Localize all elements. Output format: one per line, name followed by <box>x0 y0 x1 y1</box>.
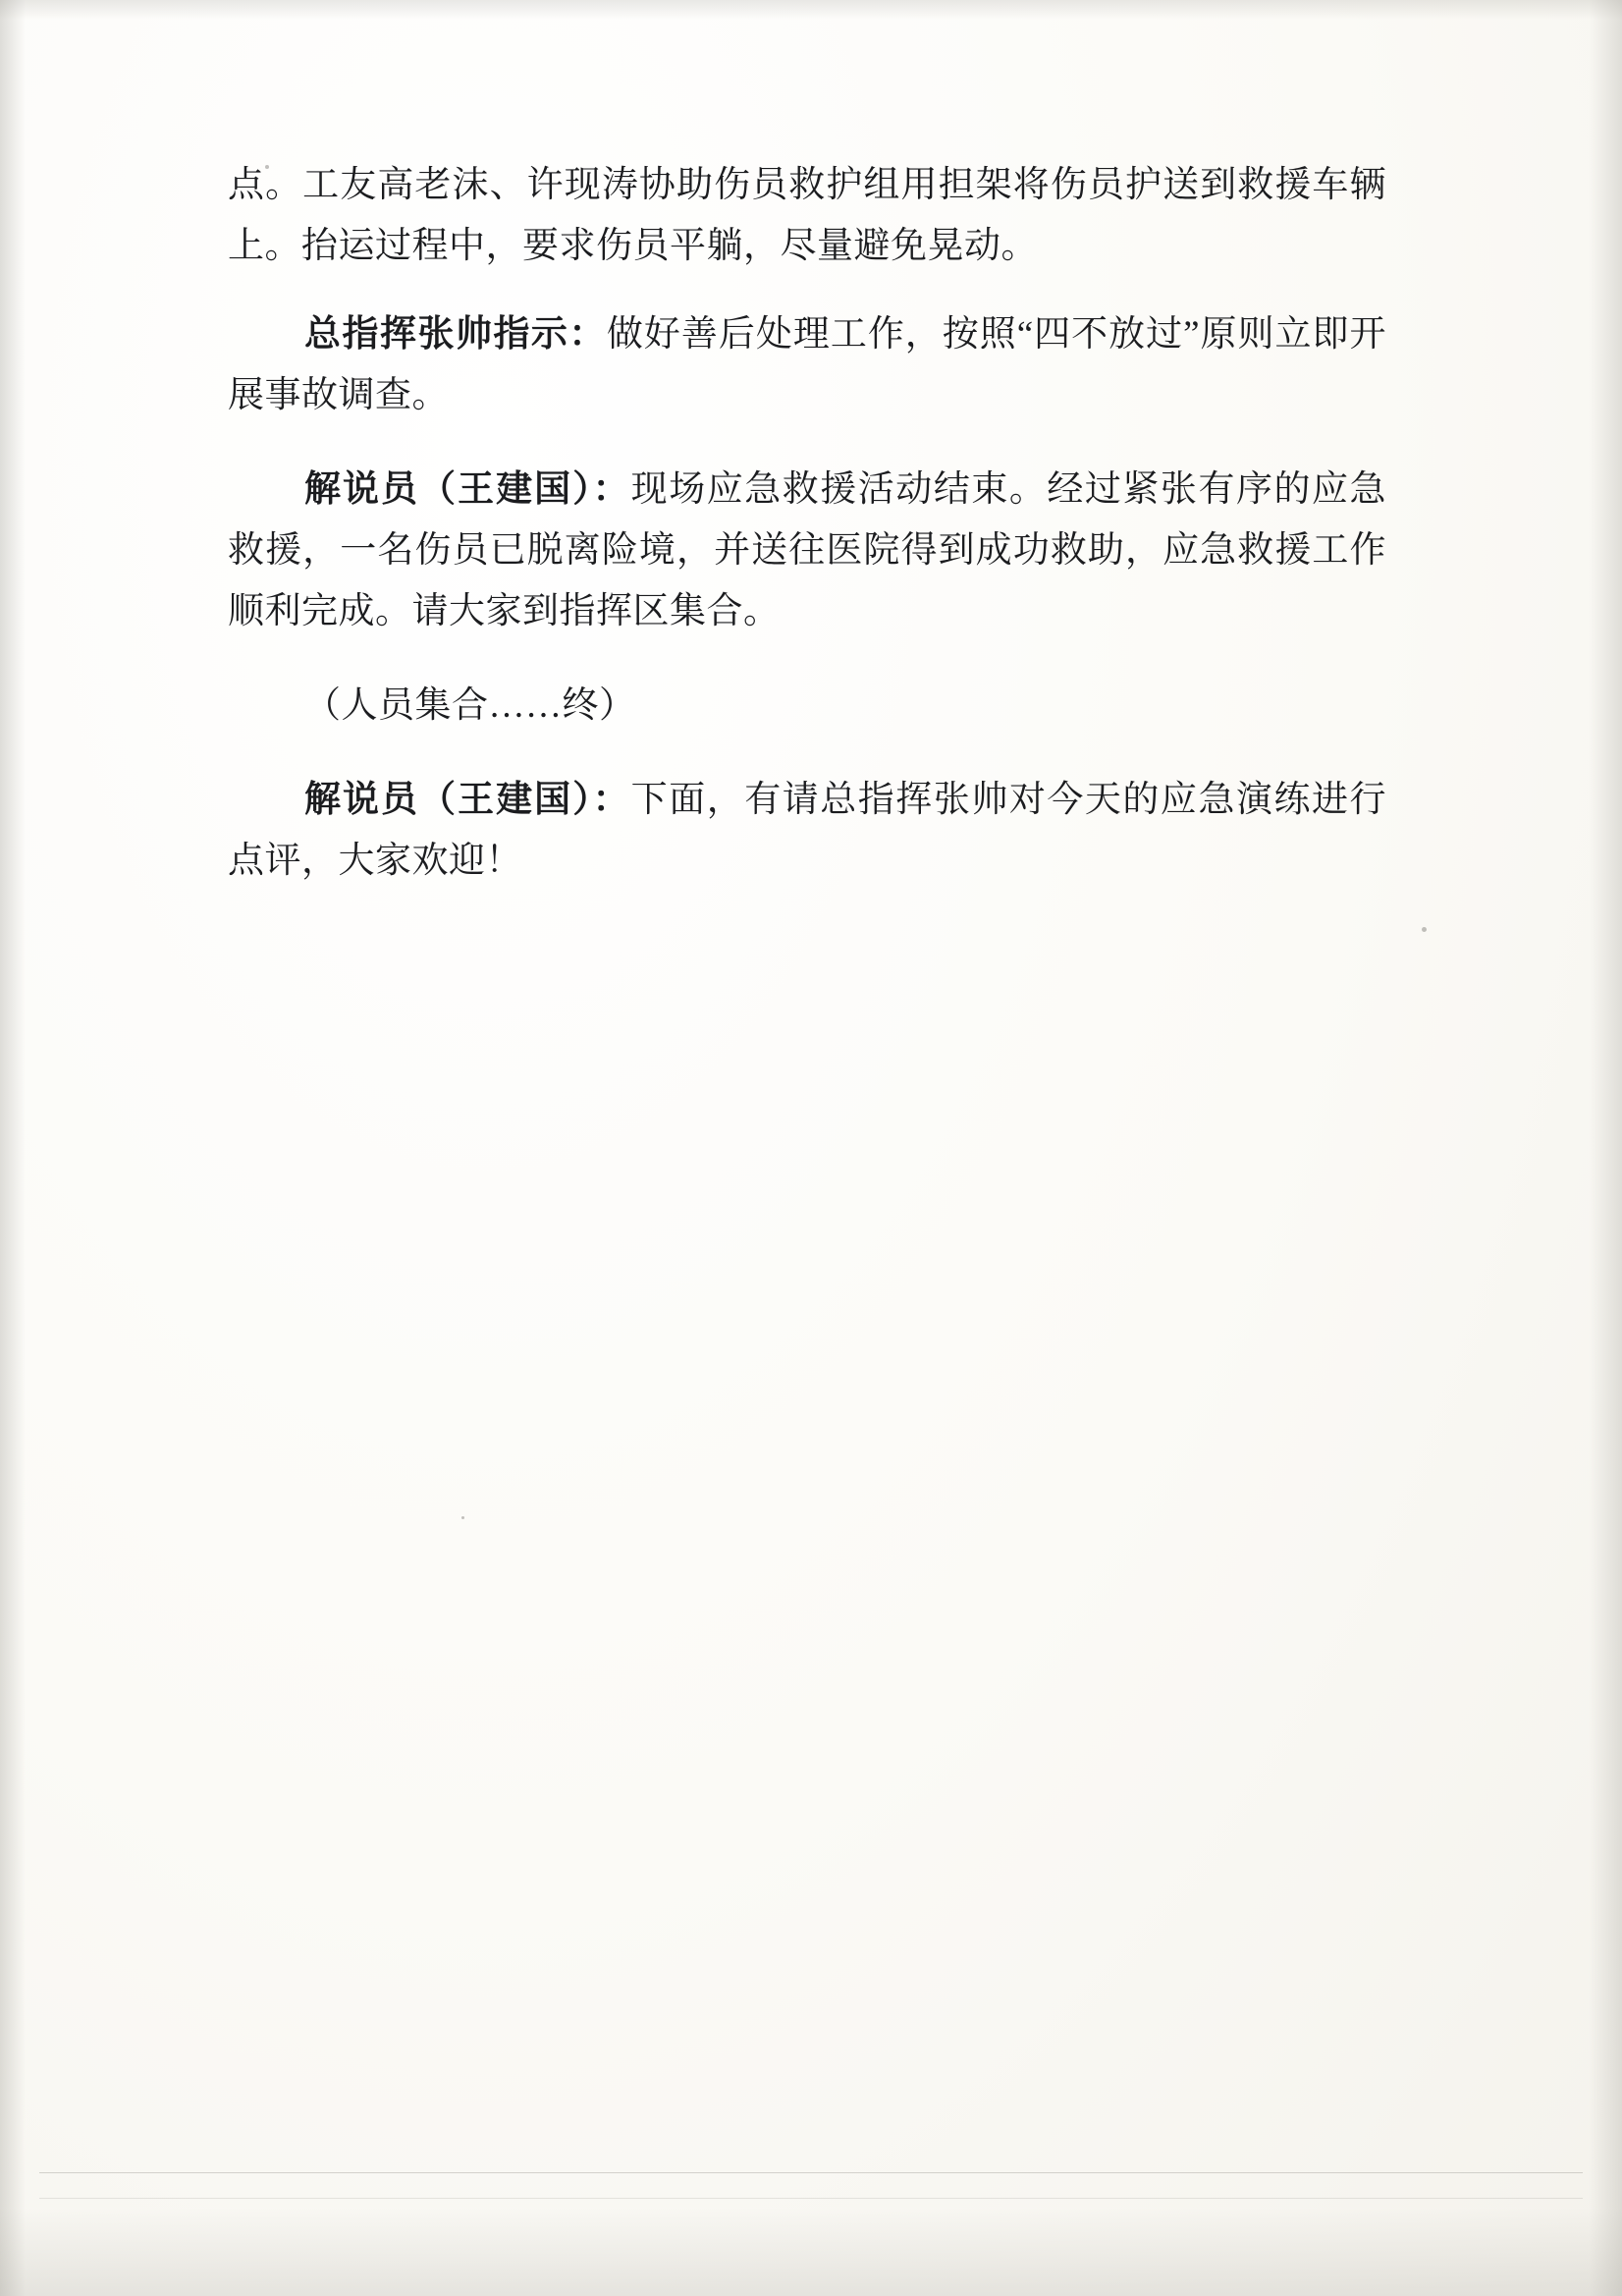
paragraph-text: 点。工友高老沫、许现涛协助伤员救护组用担架将伤员护送到救援车辆上。抬运过程中，要求伤员平躺，尽量避免晃动。 <box>228 165 1386 266</box>
paragraph-text: 做好善后处理工作，按照“四不放过”原则立即开展事故调查。 <box>228 314 1387 415</box>
speaker-label: 解说员（王建国）： <box>304 469 631 510</box>
paragraph-narrator-wrapup <box>228 460 1386 642</box>
scan-line-upper <box>39 2172 1583 2173</box>
paragraph-text: （人员集合……终） <box>304 685 636 726</box>
document-body <box>228 155 1386 898</box>
scan-edge-left <box>0 0 26 2296</box>
paragraph-continuation <box>228 155 1386 277</box>
paragraph-stage-direction <box>228 676 1386 737</box>
paragraph-text: 现场应急救援活动结束。经过紧张有序的应急救援，一名伤员已脱离险境，并送往医院得到成功救助，应急救援工作顺利完成。请大家到指挥区集合。 <box>228 469 1387 631</box>
paragraph-narrator-closing <box>228 770 1386 892</box>
scan-line-lower <box>39 2198 1583 2199</box>
paragraph-text: 下面，有请总指挥张帅对今天的应急演练进行点评，大家欢迎！ <box>228 780 1387 881</box>
paper-speck <box>1422 927 1427 932</box>
scan-edge-bottom <box>0 2208 1622 2296</box>
paper-speck <box>461 1516 464 1519</box>
scan-edge-right <box>1589 0 1622 2296</box>
scan-edge-top <box>0 0 1622 20</box>
paragraph-commander-instruction <box>228 304 1386 426</box>
speaker-label: 总指挥张帅指示： <box>304 314 607 355</box>
speaker-label: 解说员（王建国）： <box>304 780 631 820</box>
